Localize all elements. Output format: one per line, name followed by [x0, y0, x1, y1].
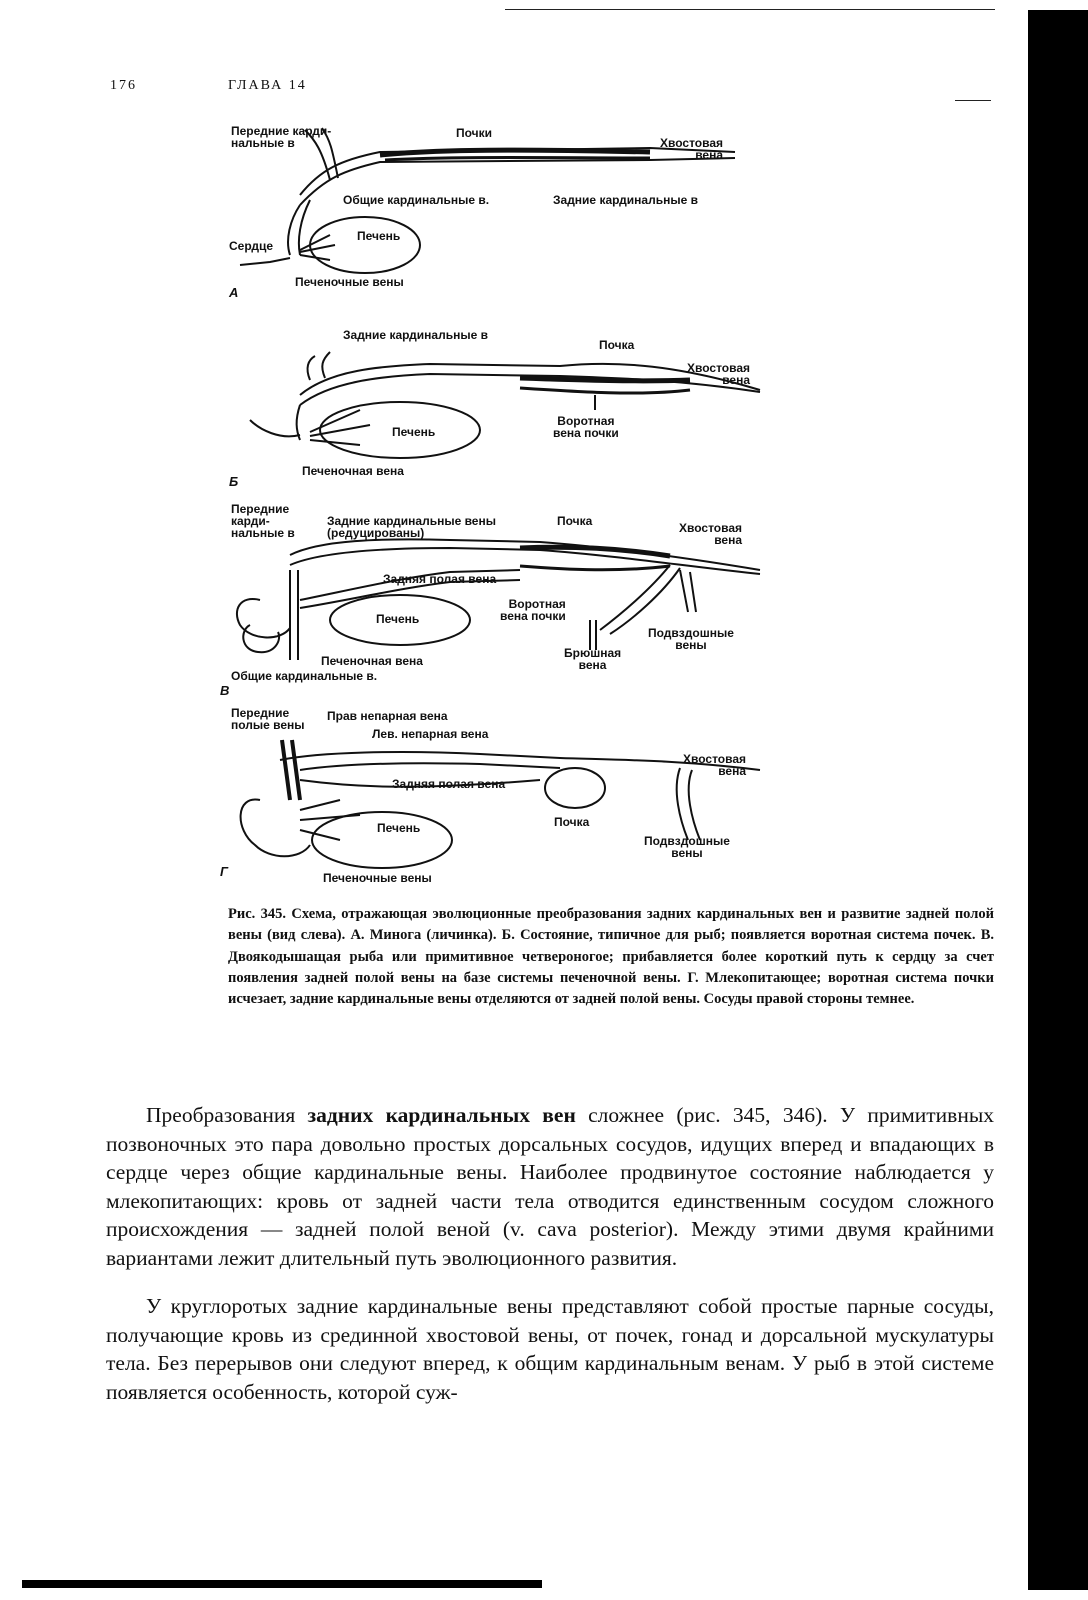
label-d-tail-vein: Хвостовая вена: [683, 752, 747, 778]
label-d-left-azygos: Лев. непарная вена: [372, 727, 489, 741]
label-b-hepatic-vein: Печеночная вена: [302, 464, 404, 478]
label-a-kidneys: Почки: [456, 126, 493, 140]
p1-text-start: Преобразования: [146, 1103, 308, 1127]
chapter-header: ГЛАВА 14: [228, 78, 307, 93]
label-a-heart: Сердце: [229, 239, 274, 253]
p1-text-rest: сложнее (рис. 345, 346). У примитивных позвоночных это пара довольно простых дорсальных сосудов, идущих вперед и впадающих в сердце через общие кардинальные вены. Наиболее продвинутое состояние наблюдается у млекопитающих: кровь от задней части тела отводится единственным сосудом сложного происхождения — задней полой веной (v. cava posterior). Между этими двумя крайними вариантами лежит длительный путь эволюционного развития.: [106, 1103, 995, 1270]
page-number: 176: [110, 78, 137, 93]
panel-b-drawing: [250, 352, 760, 458]
label-c-common-cardinal: Общие кардинальные в.: [231, 669, 378, 683]
label-c-iliac-veins: Подвздошные вены: [648, 626, 734, 652]
label-d-liver: Печень: [377, 821, 421, 835]
label-c-liver: Печень: [376, 612, 420, 626]
body-paragraph-2: У круглоротых задние кардинальные вены представляют собой простые парные сосуды, получающие кровь из срединной хвостовой вены, от почек, гонад и дорсальной мускулатуры тела. Без перерывов они следуют вперед, к общим кардинальным венам. У рыб в этой системе появляется особенность, которой суж-: [106, 1294, 994, 1404]
label-a-hepatic-veins: Печеночные вены: [295, 275, 404, 289]
label-d-anterior-cava: Передние полые вены: [231, 706, 305, 732]
label-c-hepatic-vein: Печеночная вена: [321, 654, 423, 668]
figure-caption: Рис. 345. Схема, отражающая эволюционные преобразования задних кардинальных вен и развитие задней полой вены (вид слева). А. Минога (личинка). Б. Состояние, типичное для рыб; появляется воротная система почек. В. Двоякодышащая рыба или примитивное четвероногое; прибавляется более короткий путь к сердцу за счет появления задней полой вены на базе системы печеночной вены. Г. Млекопитающее; воротная система почки исчезает, задние кардинальные вены отделяются от задней полой вены. Сосуды правой стороны темнее.: [228, 906, 994, 1008]
label-a-common-cardinal: Общие кардинальные в.: [343, 193, 490, 207]
label-c-posterior-cava: Задняя полая вена: [383, 572, 497, 586]
label-c-anterior-cardinal: Передние карди- нальные в: [231, 502, 295, 540]
label-b-tail-vein: Хвостовая вена: [687, 361, 751, 387]
panel-c-letter: В: [220, 683, 230, 698]
panel-b-letter: Б: [229, 474, 239, 489]
label-b-liver: Печень: [392, 425, 436, 439]
p1-bold-term: задних кардинальных вен: [307, 1103, 576, 1127]
label-c-renal-portal: Воротная вена почки: [500, 597, 566, 623]
label-a-anterior-cardinal: Передние карди- нальные в: [231, 124, 332, 150]
label-a-tail-vein: Хвостовая вена: [660, 136, 724, 162]
label-d-kidney: Почка: [554, 815, 590, 829]
label-b-posterior-cardinal: Задние кардинальные в: [343, 328, 488, 342]
panel-a-letter: А: [229, 285, 239, 300]
scan-edge-bottom: [22, 1580, 542, 1588]
label-d-iliac-veins: Подвздошные вены: [644, 834, 730, 860]
label-c-kidney: Почка: [557, 514, 593, 528]
panel-d-letter: Г: [220, 864, 228, 879]
label-d-hepatic-veins: Печеночные вены: [323, 871, 432, 885]
label-b-renal-portal: Воротная вена почки: [553, 414, 619, 440]
label-b-kidney: Почка: [599, 338, 635, 352]
label-a-posterior-cardinal: Задние кардинальные в: [553, 193, 698, 207]
label-c-posterior-cardinal: Задние кардинальные вены (редуцированы): [327, 514, 496, 540]
label-c-abdominal-vein: Брюшная вена: [564, 646, 622, 672]
label-c-tail-vein: Хвостовая вена: [679, 521, 743, 547]
body-paragraph-1: [106, 1101, 994, 1273]
label-d-right-azygos: Прав непарная вена: [327, 709, 448, 723]
label-d-posterior-cava: Задняя полая вена: [392, 777, 506, 791]
label-a-liver: Печень: [357, 229, 401, 243]
